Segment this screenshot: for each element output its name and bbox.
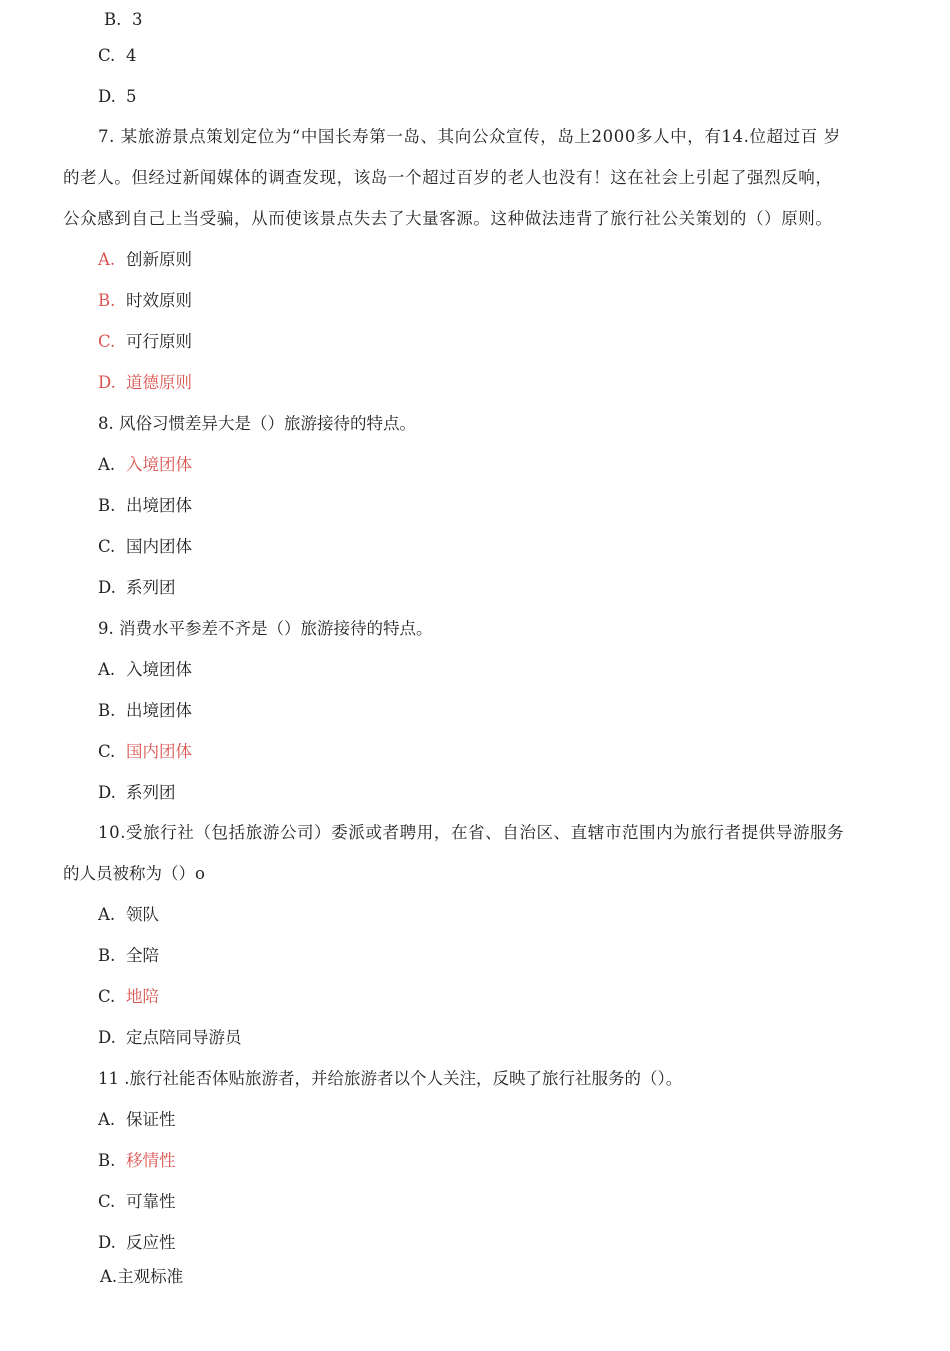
option-key: D. — [98, 578, 116, 597]
option-key: A. — [98, 1110, 116, 1129]
option-key: C. — [98, 332, 116, 351]
option-text-correct: 道德原则 — [126, 373, 192, 392]
option-key: A. — [98, 905, 116, 924]
q8-option-c — [98, 535, 192, 559]
option-text: 保证性 — [126, 1110, 176, 1129]
option-text: 反应性 — [126, 1233, 176, 1252]
option-key: C. — [98, 1192, 116, 1211]
option-key: D. — [98, 1233, 116, 1252]
q8-option-b — [98, 494, 192, 518]
q11-option-d — [98, 1231, 176, 1255]
q8-stem: 8. 风俗习惯差异大是（）旅游接待的特点。 — [98, 414, 416, 433]
option-text: 全陪 — [126, 946, 159, 965]
q11-option-b — [98, 1149, 176, 1173]
q11-option-a — [98, 1108, 176, 1132]
q10-option-b — [98, 944, 159, 968]
option-text: 领队 — [126, 905, 159, 924]
option-key: B. — [104, 10, 122, 29]
option-text: 5 — [126, 87, 137, 106]
q7-option-a — [98, 248, 192, 272]
q11-stem: 11 .旅行社能否体贴旅游者，并给旅游者以个人关注，反映了旅行社服务的（）。 — [98, 1069, 683, 1088]
q9-option-b — [98, 699, 192, 723]
option-text: 4 — [126, 46, 137, 65]
option-text: 定点陪同导游员 — [126, 1028, 242, 1047]
q10-option-a — [98, 903, 159, 927]
option-text: 系列团 — [126, 578, 176, 597]
option-key: B. — [98, 701, 116, 720]
option-text: 入境团体 — [126, 660, 192, 679]
option-key: D. — [98, 373, 116, 392]
option-text: 创新原则 — [126, 250, 192, 269]
option-key: C. — [98, 46, 116, 65]
q10-option-c — [98, 985, 159, 1009]
option-text: 可靠性 — [126, 1192, 176, 1211]
option-key: A. — [98, 660, 116, 679]
q9-stem: 9. 消费水平参差不齐是（）旅游接待的特点。 — [98, 619, 433, 638]
option-key: D. — [98, 783, 116, 802]
option-text: 出境团体 — [126, 496, 192, 515]
q10-option-d — [98, 1026, 242, 1050]
option-text: 系列团 — [126, 783, 176, 802]
option-key: C. — [98, 987, 116, 1006]
option-key: D. — [98, 1028, 116, 1047]
option-key: A. — [98, 455, 116, 474]
trailing-fragment: A.主观标准 — [100, 1267, 184, 1286]
q9-option-a — [98, 658, 192, 682]
option-text: 3 — [132, 10, 143, 29]
option-text: 国内团体 — [126, 537, 192, 556]
option-text-correct: 地陪 — [126, 987, 159, 1006]
option-text-correct: 国内团体 — [126, 742, 192, 761]
q10-stem-line-1: 10.受旅行社（包括旅游公司）委派或者聘用，在省、自治区、直辖市范围内为旅行者提供导游服务 — [98, 823, 845, 842]
option-text-correct: 入境团体 — [126, 455, 192, 474]
q6-option-b — [104, 8, 143, 32]
option-key: B. — [98, 291, 116, 310]
option-key: C. — [98, 742, 116, 761]
option-key: B. — [98, 946, 116, 965]
q9-option-d — [98, 781, 176, 805]
q6-option-c — [98, 44, 137, 68]
option-key: C. — [98, 537, 116, 556]
option-key: A. — [98, 250, 116, 269]
q7-stem-line-3: 公众感到自己上当受骗，从而使该景点失去了大量客源。这种做法违背了旅行社公关策划的（）原则。 — [63, 209, 833, 228]
option-key: B. — [98, 1151, 116, 1170]
q11-option-c — [98, 1190, 176, 1214]
option-text: 可行原则 — [126, 332, 192, 351]
q10-stem-line-2: 的人员被称为（）o — [63, 864, 205, 883]
option-key: D. — [98, 87, 116, 106]
option-text: 出境团体 — [126, 701, 192, 720]
q6-option-d — [98, 85, 137, 109]
option-key: B. — [98, 496, 116, 515]
q7-option-b — [98, 289, 192, 313]
q9-option-c — [98, 740, 192, 764]
q7-option-c — [98, 330, 192, 354]
q8-option-a — [98, 453, 192, 477]
q7-stem-line-2: 的老人。但经过新闻媒体的调查发现，该岛一个超过百岁的老人也没有！这在社会上引起了强烈反响， — [63, 168, 833, 187]
option-text-correct: 移情性 — [126, 1151, 176, 1170]
q8-option-d — [98, 576, 176, 600]
q7-stem-line-1: 7. 某旅游景点策划定位为“中国长寿第一岛、其向公众宣传，岛上2000多人中，有14.位超过百 岁 — [98, 127, 841, 146]
q7-option-d — [98, 371, 192, 395]
option-text: 时效原则 — [126, 291, 192, 310]
